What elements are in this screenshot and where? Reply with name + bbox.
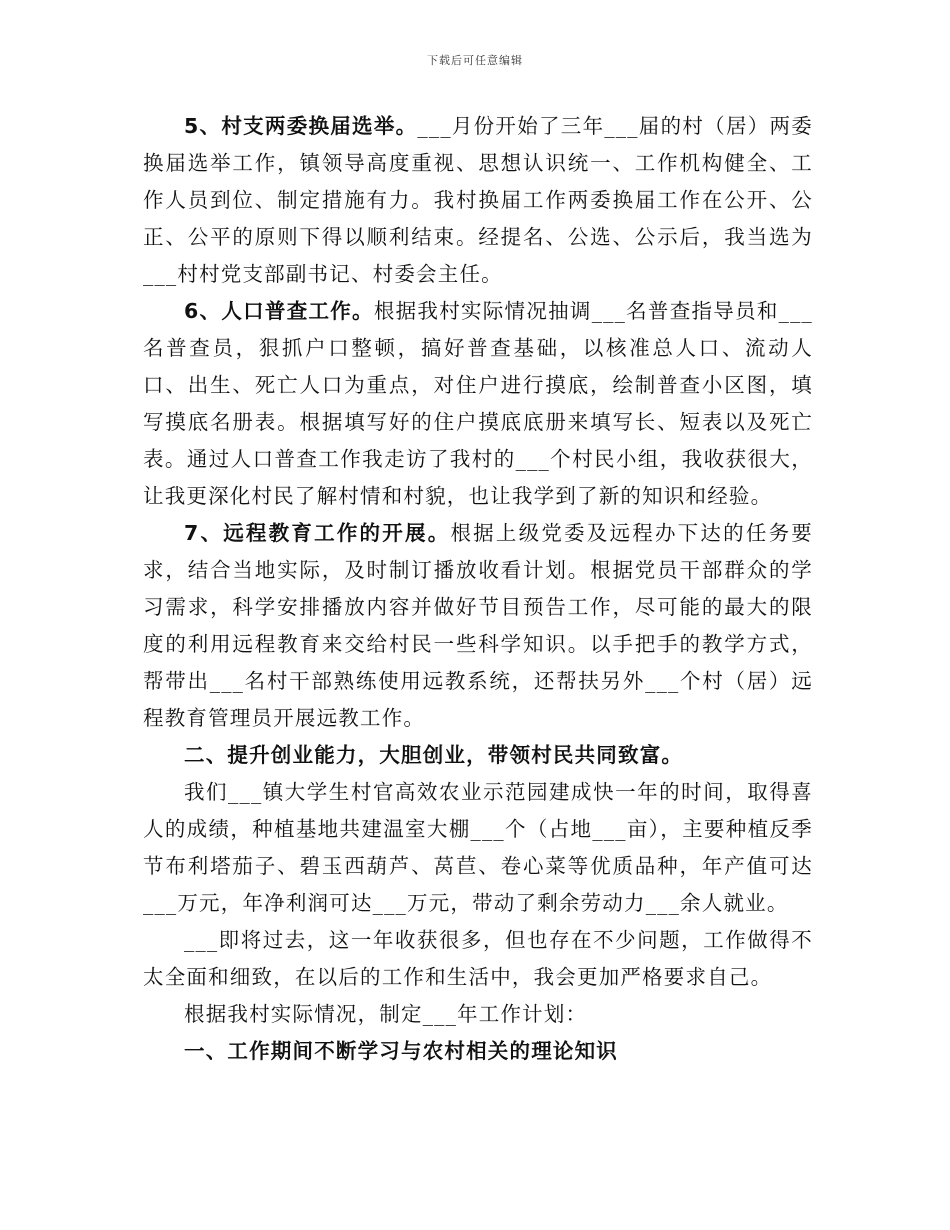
paragraph-text-census: 根据我村实际情况抽调___名普查指导员和___名普查员，狠抓户口整顿，搞好普查基础，以核准总人口、流动人口、出生、死亡人口为重点，对住户进行摸底，绘制普查小区图，填写摸底名册表。根据填写好的住户摸底底册来填写长、短表以及死亡表。通过人口普查工作我走访了我村的___个村民小组，我收获很大，让我更深化村民了解村情和村貌，也让我学到了新的知识和经验。: [143, 299, 813, 508]
paragraph-census: [143, 293, 813, 515]
page-header-note: 下载后可任意编辑: [427, 54, 523, 67]
paragraph-lead-remote-education: 7、远程教育工作的开展。: [184, 521, 451, 545]
paragraph-lead-census: 6、人口普查工作。: [184, 299, 374, 323]
paragraph-lead-election: 5、村支两委换届选举。: [184, 114, 418, 138]
paragraph-agriculture-park: 我们___镇大学生村官高效农业示范园建成快一年的时间，取得喜人的成绩，种植基地共建温室大棚___个（占地___亩），主要种植反季节布利塔茄子、碧玉西葫芦、莴苣、卷心菜等优质品种，年产值可达___万元，年净利润可达___万元，带动了剩余劳动力___余人就业。: [143, 780, 813, 915]
paragraph-election: [143, 108, 813, 293]
paragraph-remote-education: [143, 515, 813, 737]
paragraph-text-election: ___月份开始了三年___届的村（居）两委换届选举工作，镇领导高度重视、思想认识统一、工作机构健全、工作人员到位、制定措施有力。我村换届工作两委换届工作在公开、公正、公平的原则下得以顺利结束。经提名、公选、公示后，我当选为___村村党支部副书记、村委会主任。: [143, 114, 814, 286]
paragraph-work-plan-intro: 根据我村实际情况，制定___年工作计划：: [184, 1002, 588, 1026]
paragraph-year-review: ___即将过去，这一年收获很多，但也存在不少问题，工作做得不太全面和细致，在以后的工作和生活中，我会更加严格要求自己。: [143, 928, 813, 989]
paragraph-text-remote-education: 根据上级党委及远程办下达的任务要求，结合当地实际，及时制订播放收看计划。根据党员干部群众的学习需求，科学安排播放内容并做好节目预告工作，尽可能的最大的限度的利用远程教育来交给村民一些科学知识。以手把手的教学方式，帮带出___名村干部熟练使用远教系统，还帮扶另外___个村（居）远程教育管理员开展远教工作。: [143, 521, 813, 730]
section-heading-entrepreneurship: 二、提升创业能力，大胆创业，带领村民共同致富。: [184, 743, 684, 767]
section-heading-study: 一、工作期间不断学习与农村相关的理论知识: [184, 1039, 618, 1063]
document-body: [143, 108, 813, 1070]
